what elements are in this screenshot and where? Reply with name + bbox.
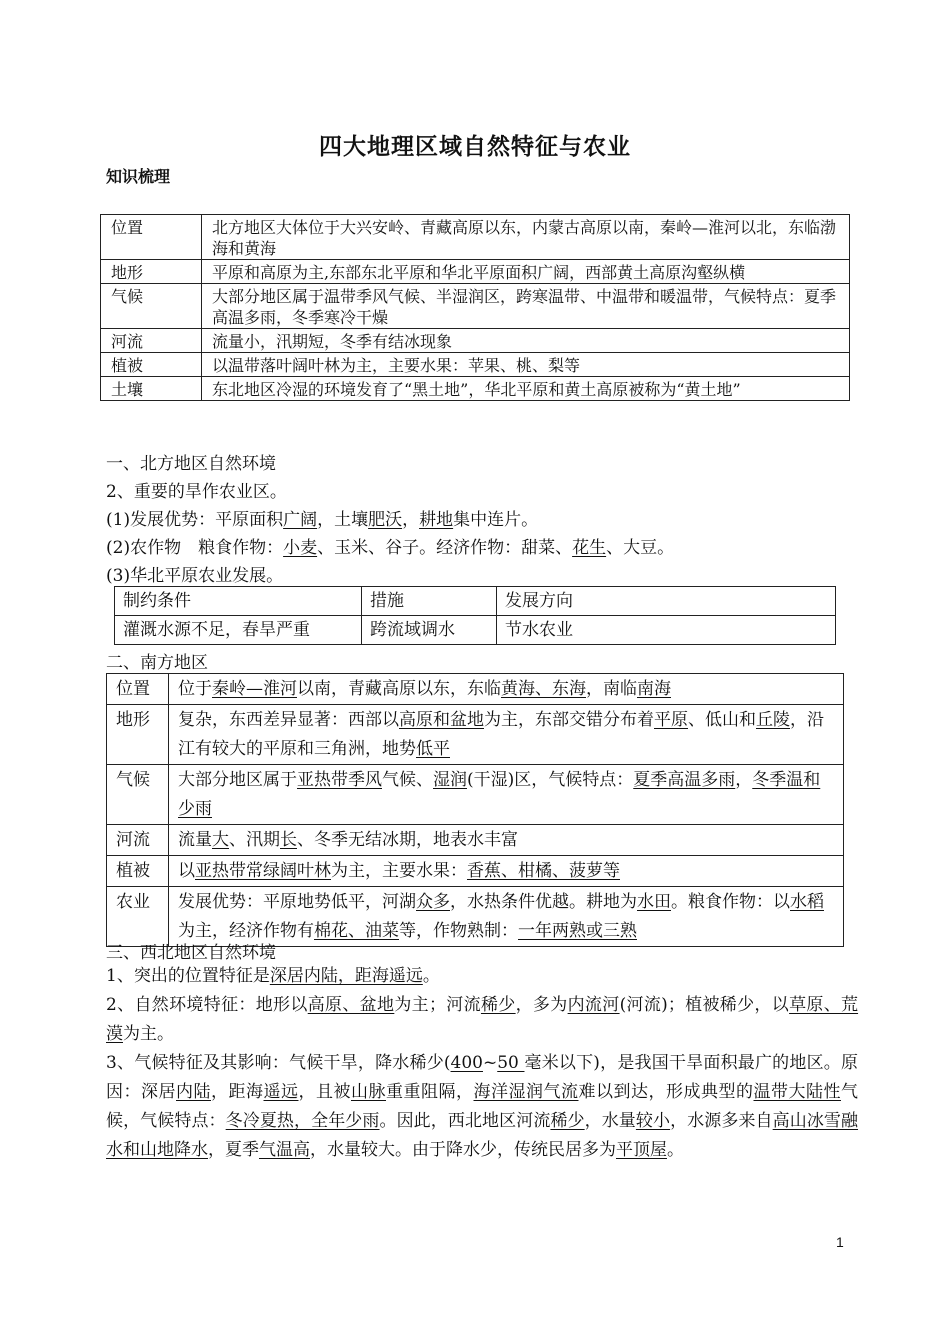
text-line: 2、重要的旱作农业区。 <box>106 482 287 502</box>
text-run: ，水量较大。由于降水少，传统民居多为 <box>310 1140 616 1160</box>
underlined-answer: 稀少 <box>480 995 516 1015</box>
underlined-answer: 较小 <box>635 1111 671 1131</box>
table-row <box>101 260 850 284</box>
row-key: 地形 <box>107 705 169 765</box>
text-run: ，夏季 <box>208 1140 259 1160</box>
underlined-answer: 湿润 <box>433 770 467 790</box>
underlined-answer: 高原和盆地 <box>399 710 484 730</box>
row-key: 气候 <box>107 765 169 825</box>
text-run: 。 <box>667 1140 684 1160</box>
row-value: 北方地区大体位于大兴安岭、青藏高原以东，内蒙古高原以南，秦岭—淮河以北，东临渤海和黄海 <box>202 215 850 260</box>
text-run: 。 <box>422 966 440 986</box>
row-key: 植被 <box>101 353 202 377</box>
text-run: 、低山和 <box>688 710 756 730</box>
underlined-answer: 草原、荒漠 <box>106 995 859 1044</box>
underlined-answer: 小麦 <box>283 538 318 558</box>
underlined-answer: 高原、盆地 <box>307 995 395 1015</box>
section-heading-north: 一、北方地区自然环境 <box>106 454 276 474</box>
row-key: 气候 <box>101 284 202 329</box>
underlined-answer: 水田 <box>637 892 671 912</box>
text-run: 3、气候特征及其影响：气候干旱，降水稀少( <box>106 1053 451 1073</box>
row-value <box>169 765 844 825</box>
text-run: (2)农作物 粮食作物： <box>106 538 284 558</box>
underlined-answer: 夏季高温多雨 <box>633 770 736 790</box>
row-key: 位置 <box>101 215 202 260</box>
row-key: 土壤 <box>101 377 202 401</box>
underlined-answer: 众多 <box>416 892 450 912</box>
section-subtitle: 知识梳理 <box>106 167 171 186</box>
underlined-answer: 低平 <box>416 739 450 759</box>
underlined-answer: 冬季温和少雨 <box>178 770 821 819</box>
page-title: 四大地理区域自然特征与农业 <box>319 133 631 160</box>
row-value: 东北地区冷湿的环境发育了“黑土地”，华北平原和黄土高原被称为“黄土地” <box>202 377 850 401</box>
underlined-answer: 内流河 <box>567 995 620 1015</box>
table-header-row <box>115 587 836 616</box>
underlined-answer: 亚热带常绿阔叶林 <box>195 861 331 881</box>
row-value: 平原和高原为主,东部东北平原和华北平原面积广阔，西部黄土高原沟壑纵横 <box>202 260 850 284</box>
underlined-answer: 大 <box>212 830 229 850</box>
table-cell: 灌溉水源不足，春旱严重 <box>115 616 362 645</box>
table-row <box>107 674 844 705</box>
north-china-plain-table <box>114 586 836 645</box>
row-value <box>169 705 844 765</box>
underlined-answer: 黄海、东海 <box>501 679 586 699</box>
paragraph-environment <box>106 991 858 1049</box>
text-run: 、玉米、谷子。经济作物：甜菜、 <box>317 538 573 558</box>
south-table-body <box>107 674 844 947</box>
row-value: 以温带落叶阔叶林为主，主要水果：苹果、桃、梨等 <box>202 353 850 377</box>
text-run: 、冬季无结冰期，地表水丰富 <box>297 830 518 850</box>
text-run: 为主，东部交错分布着 <box>484 710 654 730</box>
text-run: 为主；河流 <box>394 995 481 1015</box>
text-run: 重重阻隔， <box>386 1082 474 1102</box>
text-run: (河流)；植被稀少，以 <box>619 995 790 1015</box>
row-key: 农业 <box>107 887 169 947</box>
text-run: ，沿江有较大的平原和三角洲，地势 <box>178 710 824 759</box>
text-run: ，南临 <box>586 679 637 699</box>
underlined-answer: 深居内陆，距海遥远 <box>269 966 423 986</box>
text-run: ，距海 <box>211 1082 264 1102</box>
text-run: 集中连片。 <box>453 510 539 530</box>
text-run: ，水源多来自 <box>670 1111 773 1131</box>
paragraph-location <box>106 962 858 991</box>
text-run: 、大豆。 <box>606 538 675 558</box>
text-run: 以南，青藏高原以东，东临 <box>297 679 501 699</box>
text-run: 。因此，西北地区河流 <box>379 1111 551 1131</box>
row-key: 河流 <box>101 329 202 353</box>
paragraph-climate <box>106 1049 858 1165</box>
text-run: ， <box>735 770 753 790</box>
underlined-answer: 高山冰雪融水和山地降水 <box>106 1111 859 1160</box>
column-header: 制约条件 <box>115 587 362 616</box>
text-run: 气候、 <box>382 770 433 790</box>
table-row <box>101 284 850 329</box>
text-run: 为主。 <box>123 1024 174 1044</box>
table-row <box>101 329 850 353</box>
table-row <box>101 215 850 260</box>
row-value: 大部分地区属于温带季风气候、半湿润区，跨寒温带、中温带和暖温带，气候特点：夏季高温多雨，冬季寒冷干燥 <box>202 284 850 329</box>
table-row <box>101 377 850 401</box>
table-row <box>107 705 844 765</box>
underlined-answer: 遥远 <box>263 1082 299 1102</box>
text-line <box>106 505 538 530</box>
text-run: 难以到达，形成典型的 <box>578 1082 754 1102</box>
row-value <box>169 674 844 705</box>
underlined-answer: 肥沃 <box>368 510 403 530</box>
page-number: 1 <box>836 1234 844 1250</box>
text-run: (1)发展优势：平原面积 <box>106 510 284 530</box>
text-run: 、汛期 <box>229 830 280 850</box>
text-run: 复杂，东西差异显著：西部以 <box>178 710 399 730</box>
text-run: 位于 <box>178 679 212 699</box>
table-row <box>115 616 836 645</box>
underlined-answer: 丘陵 <box>756 710 790 730</box>
underlined-answer: 耕地 <box>419 510 454 530</box>
column-header: 措施 <box>362 587 497 616</box>
underlined-answer: 南海 <box>637 679 671 699</box>
north-overview-table <box>100 214 850 401</box>
text-run: 大部分地区属于 <box>178 770 297 790</box>
text-run: 1、突出的位置特征是 <box>106 966 270 986</box>
underlined-answer: 花生 <box>572 538 607 558</box>
text-run: 2、自然环境特征：地形以 <box>106 995 308 1015</box>
underlined-answer: 长 <box>280 830 297 850</box>
underlined-answer: 广阔 <box>283 510 318 530</box>
underlined-answer: 400 <box>450 1053 483 1073</box>
text-run: 。粮食作物：以 <box>671 892 790 912</box>
column-header: 发展方向 <box>497 587 836 616</box>
underlined-answer: 温带大陆性 <box>753 1082 841 1102</box>
section-heading-south: 二、南方地区 <box>106 653 208 673</box>
table-row <box>107 825 844 856</box>
underlined-answer: 平顶屋 <box>616 1140 667 1160</box>
text-run: ，水量 <box>584 1111 636 1131</box>
text-run: 毫米以下)，是我国干旱面积最广的地区。原因：深居 <box>106 1053 858 1102</box>
underlined-answer: 50 <box>497 1053 525 1073</box>
text-run: ~ <box>482 1053 498 1073</box>
row-key: 位置 <box>107 674 169 705</box>
text-run: (干湿)区，气候特点： <box>467 770 634 790</box>
underlined-answer: 水稻 <box>790 892 824 912</box>
row-value <box>169 856 844 887</box>
text-run: 为主，经济作物有 <box>178 921 314 941</box>
table-row <box>101 353 850 377</box>
underlined-answer: 冬冷夏热，全年少雨 <box>225 1111 380 1131</box>
underlined-answer: 海洋湿润气流 <box>473 1082 579 1102</box>
row-key: 地形 <box>101 260 202 284</box>
text-run: 等，作物熟制： <box>399 921 518 941</box>
text-run: 流量 <box>178 830 212 850</box>
row-key: 河流 <box>107 825 169 856</box>
row-value: 流量小，汛期短，冬季有结冰现象 <box>202 329 850 353</box>
underlined-answer: 香蕉、柑橘、菠萝等 <box>467 861 620 881</box>
row-key: 植被 <box>107 856 169 887</box>
text-run: ，且被 <box>298 1082 351 1102</box>
text-line: (3)华北平原农业发展。 <box>106 566 284 586</box>
text-run: ，水热条件优越。耕地为 <box>450 892 637 912</box>
text-run: 气候，气候特点： <box>106 1082 858 1131</box>
text-run: ， <box>402 510 420 530</box>
text-run: 以 <box>178 861 195 881</box>
underlined-answer: 棉花、油菜 <box>314 921 399 941</box>
table-row <box>107 765 844 825</box>
text-run: 发展优势：平原地势低平，河湖 <box>178 892 416 912</box>
underlined-answer: 秦岭—淮河 <box>212 679 297 699</box>
underlined-answer: 山脉 <box>351 1082 386 1102</box>
text-run: ，土壤 <box>317 510 369 530</box>
table-cell: 跨流域调水 <box>362 616 497 645</box>
text-run: 为主，主要水果： <box>331 861 467 881</box>
text-run: ，多为 <box>515 995 568 1015</box>
section-heading-northwest: 三、西北地区自然环境 <box>106 943 276 963</box>
row-value <box>169 825 844 856</box>
table-row <box>107 856 844 887</box>
underlined-answer: 平原 <box>654 710 688 730</box>
table-cell: 节水农业 <box>497 616 836 645</box>
south-region-table <box>106 673 844 947</box>
underlined-answer: 气温高 <box>259 1140 310 1160</box>
text-line <box>106 533 674 558</box>
underlined-answer: 内陆 <box>176 1082 211 1102</box>
underlined-answer: 一年两熟或三熟 <box>518 921 637 941</box>
underlined-answer: 稀少 <box>550 1111 585 1131</box>
underlined-answer: 亚热带季风 <box>297 770 382 790</box>
